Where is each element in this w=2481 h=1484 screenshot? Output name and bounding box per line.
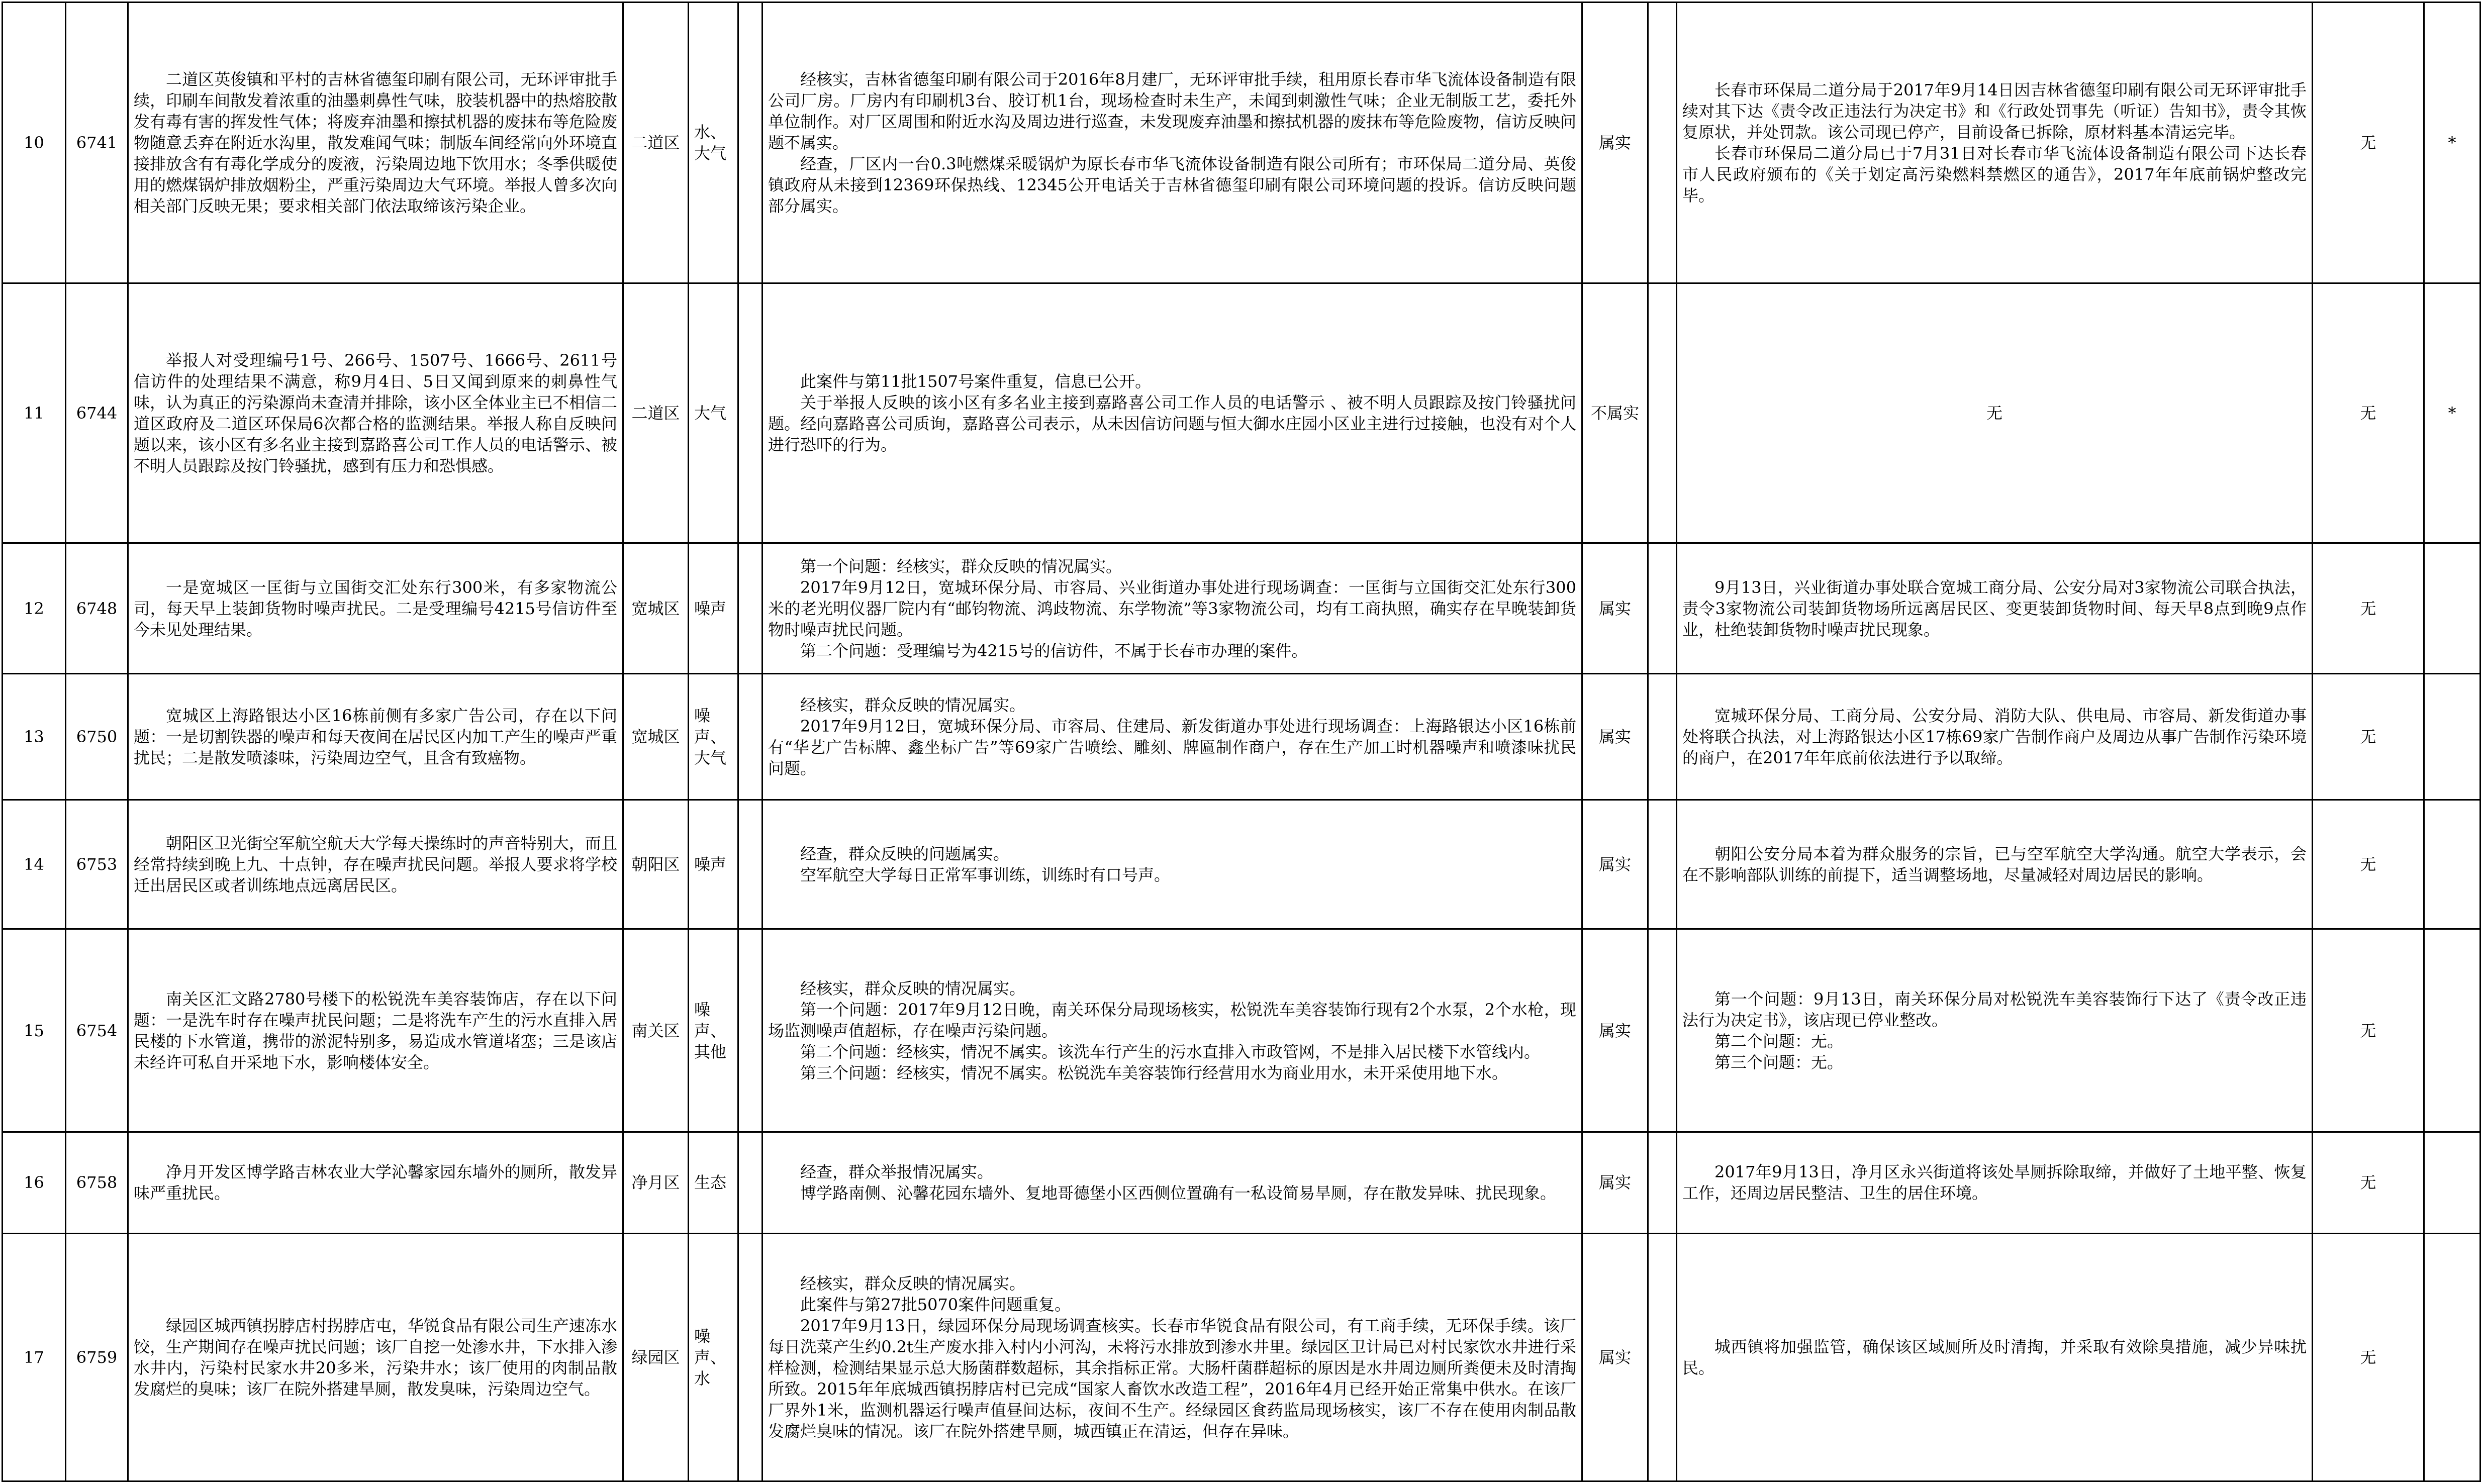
spacer-cell <box>1648 929 1677 1132</box>
row-seq: 10 <box>3 3 66 283</box>
verdict: 属实 <box>1582 1132 1648 1234</box>
case-id: 6741 <box>66 3 128 283</box>
action-text <box>1677 1233 2313 1481</box>
action-text-paragraph: 第一个问题：9月13日，南关环保分局对松锐洗车美容装饰行下达了《责令改正违法行为决定书》，该店现已停业整改。 <box>1682 989 2307 1030</box>
spacer-cell <box>1648 543 1677 674</box>
spacer-cell <box>1648 3 1677 283</box>
district: 净月区 <box>623 1132 689 1234</box>
action-text: 无 <box>1677 283 2313 543</box>
spacer-cell <box>1648 283 1677 543</box>
findings-text-paragraph: 经核实，吉林省德玺印刷有限公司于2016年8月建厂，无环评审批手续，租用原长春市华飞流体设备制造有限公司厂房。厂房内有印刷机3台、胶订机1台，现场检查时未生产，未闻到刺激性气味；企业无制版工艺，委托外单位制作。对厂区周围和附近水沟及周边进行巡查，未发现废弃油墨和擦拭机器的废抹布等危险废物，信访反映问题不属实。 <box>768 69 1576 152</box>
verdict: 属实 <box>1582 800 1648 929</box>
table-row <box>3 3 2480 283</box>
action-text-paragraph: 2017年9月13日，净月区永兴街道将该处旱厕拆除取缔，并做好了土地平整、恢复工作，还周边居民整洁、卫生的居住环境。 <box>1682 1162 2307 1203</box>
verdict: 不属实 <box>1582 283 1648 543</box>
findings-text-paragraph: 此案件与第11批1507号案件重复，信息已公开。 <box>800 371 1152 391</box>
complaint-text <box>128 929 623 1132</box>
row-seq: 15 <box>3 929 66 1132</box>
pollution-type: 噪声 <box>689 800 738 929</box>
action-text <box>1677 800 2313 929</box>
spacer-cell <box>738 1132 762 1234</box>
complaint-text-paragraph: 举报人对受理编号1号、266号、1507号、1666号、2611号信访件的处理结果不满意，称9月4日、5日又闻到原来的刺鼻性气味，认为真正的污染源尚未查清并排除，该小区全体业主已不相信二道区政府及二道区环保局6次都合格的监测结果。举报人称自反映问题以来，该小区有多名业主接到嘉路喜公司工作人员的电话警示、被不明人员跟踪及按门铃骚扰，感到有压力和恐惧感。 <box>134 350 617 475</box>
spacer-cell <box>738 3 762 283</box>
case-id: 6758 <box>66 1132 128 1234</box>
case-id: 6759 <box>66 1233 128 1481</box>
complaint-text <box>128 1132 623 1234</box>
action-text-paragraph: 第三个问题：无。 <box>1714 1052 1844 1072</box>
findings-text-paragraph: 关于举报人反映的该小区有多名业主接到嘉路喜公司工作人员的电话警示 、被不明人员跟踪及按门铃骚扰问题。经向嘉路喜公司质询，嘉路喜公司表示，从未因信访问题与恒大御水庄园小区业主进行过接触，也没有对个人进行恐吓的行为。 <box>768 392 1576 454</box>
findings-text <box>762 1132 1582 1234</box>
spacer-cell <box>738 283 762 543</box>
accountability: 无 <box>2313 3 2424 283</box>
case-id: 6744 <box>66 283 128 543</box>
action-text-paragraph: 长春市环保局二道分局于2017年9月14日因吉林省德玺印刷有限公司无环评审批手续对其下达《责令改正违法行为决定书》和《行政处罚事先（听证）告知书》，责令其恢复原状，并处罚款。该公司现已停产，目前设备已拆除，原材料基本清运完毕。 <box>1682 80 2307 142</box>
findings-text-paragraph: 第一个问题：2017年9月12日晚，南关环保分局现场核实，松锐洗车美容装饰行现有2个水泵，2个水枪，现场监测噪声值超标，存在噪声污染问题。 <box>768 1000 1576 1040</box>
verdict: 属实 <box>1582 3 1648 283</box>
findings-text-paragraph: 第一个问题：经核实，群众反映的情况属实。 <box>800 556 1122 576</box>
accountability: 无 <box>2313 674 2424 800</box>
pollution-type: 噪声 <box>689 543 738 674</box>
findings-text <box>762 800 1582 929</box>
spacer-cell <box>1648 800 1677 929</box>
findings-text <box>762 929 1582 1132</box>
findings-text-paragraph: 第二个问题：经核实，情况不属实。该洗车行产生的污水直排入市政管网，不是排入居民楼下水管线内。 <box>800 1042 1541 1061</box>
action-text-paragraph: 9月13日，兴业街道办事处联合宽城工商分局、公安分局对3家物流公司联合执法，责令3家物流公司装卸货物场所远离居民区、变更装卸货物时间、每天早8点到晚9点作业，杜绝装卸货物时噪声扰民现象。 <box>1682 577 2307 639</box>
action-text-paragraph: 长春市环保局二道分局已于7月31日对长春市华飞流体设备制造有限公司下达长春市人民政府颁布的《关于划定高污染燃料禁燃区的通告》，2017年年底前锅炉整改完毕。 <box>1682 143 2307 205</box>
findings-text <box>762 674 1582 800</box>
row-seq: 14 <box>3 800 66 929</box>
spacer-cell <box>738 1233 762 1481</box>
spacer-cell <box>1648 1233 1677 1481</box>
row-seq: 11 <box>3 283 66 543</box>
row-seq: 12 <box>3 543 66 674</box>
action-text-paragraph: 城西镇将加强监管，确保该区域厕所及时清掏，并采取有效除臭措施，减少异味扰民。 <box>1682 1337 2307 1377</box>
mark: * <box>2424 283 2480 543</box>
complaint-text <box>128 3 623 283</box>
action-text <box>1677 1132 2313 1234</box>
case-id: 6754 <box>66 929 128 1132</box>
verdict: 属实 <box>1582 1233 1648 1481</box>
spacer-cell <box>1648 674 1677 800</box>
table-row <box>3 543 2480 674</box>
verdict: 属实 <box>1582 543 1648 674</box>
case-id: 6748 <box>66 543 128 674</box>
findings-text-paragraph: 经核实，群众反映的情况属实。 <box>800 978 1026 998</box>
action-text <box>1677 543 2313 674</box>
action-text <box>1677 3 2313 283</box>
complaint-text <box>128 543 623 674</box>
findings-text-paragraph: 经核实，群众反映的情况属实。 <box>800 696 1026 715</box>
spacer-cell <box>738 674 762 800</box>
action-text-paragraph: 第二个问题：无。 <box>1714 1031 1844 1051</box>
findings-text-paragraph: 2017年9月12日，宽城环保分局、市容局、兴业街道办事处进行现场调查：一匡街与立国街交汇处东行300米的老光明仪器厂院内有“邮钧物流、鸿歧物流、东学物流”等3家物流公司，均有工商执照，确实存在早晚装卸货物时噪声扰民问题。 <box>768 577 1576 639</box>
case-id: 6753 <box>66 800 128 929</box>
findings-text-paragraph: 此案件与第27批5070案件问题重复。 <box>800 1295 1071 1314</box>
complaint-text-paragraph: 绿园区城西镇拐脖店村拐脖店屯，华锐食品有限公司生产速冻水饺，生产期间存在噪声扰民问题；该厂自挖一处渗水井，下水排入渗水井内，污染村民家水井20多米，污染井水；该厂使用的肉制品散发腐烂的臭味；该厂在院外搭建旱厕，散发臭味，污染周边空气。 <box>134 1316 617 1399</box>
complaint-text <box>128 1233 623 1481</box>
mark <box>2424 800 2480 929</box>
findings-text <box>762 543 1582 674</box>
verdict: 属实 <box>1582 929 1648 1132</box>
findings-text-paragraph: 第二个问题：受理编号为4215号的信访件，不属于长春市办理的案件。 <box>800 641 1308 660</box>
table-row <box>3 800 2480 929</box>
mark <box>2424 1132 2480 1234</box>
complaint-text <box>128 283 623 543</box>
action-text-paragraph: 朝阳公安分局本着为群众服务的宗旨，已与空军航空大学沟通。航空大学表示，会在不影响部队训练的前提下，适当调整场地，尽量减轻对周边居民的影响。 <box>1682 844 2307 885</box>
complaint-text-paragraph: 朝阳区卫光街空军航空航天大学每天操练时的声音特别大，而且经常持续到晚上九、十点钟，存在噪声扰民问题。举报人要求将学校迁出居民区或者训练地点远离居民区。 <box>134 834 617 896</box>
spacer-cell <box>1648 1132 1677 1234</box>
mark <box>2424 543 2480 674</box>
pollution-type: 噪声、水 <box>689 1233 738 1481</box>
district: 二道区 <box>623 283 689 543</box>
table-row <box>3 929 2480 1132</box>
pollution-type: 噪声、大气 <box>689 674 738 800</box>
findings-text-paragraph: 2017年9月12日，宽城环保分局、市容局、住建局、新发街道办事处进行现场调查：上海路银达小区16栋前有“华艺广告标牌、鑫坐标广告”等69家广告喷绘、雕刻、牌匾制作商户，存在生产加工时机器噪声和喷漆味扰民问题。 <box>768 717 1576 778</box>
table-row <box>3 283 2480 543</box>
findings-text <box>762 283 1582 543</box>
district: 朝阳区 <box>623 800 689 929</box>
pollution-type: 水、大气 <box>689 3 738 283</box>
findings-text-paragraph: 经查，厂区内一台0.3吨燃煤采暖锅炉为原长春市华飞流体设备制造有限公司所有；市环保局二道分局、英俊镇政府从未接到12369环保热线、12345公开电话关于吉林省德玺印刷有限公司环境问题的投诉。信访反映问题部分属实。 <box>768 154 1576 216</box>
mark <box>2424 929 2480 1132</box>
mark: * <box>2424 3 2480 283</box>
spacer-cell <box>738 800 762 929</box>
district: 南关区 <box>623 929 689 1132</box>
action-text <box>1677 674 2313 800</box>
district: 宽城区 <box>623 674 689 800</box>
table-row <box>3 1132 2480 1234</box>
accountability: 无 <box>2313 929 2424 1132</box>
complaint-text-paragraph: 宽城区上海路银达小区16栋前侧有多家广告公司，存在以下问题：一是切割铁器的噪声和每天夜间在居民区内加工产生的噪声严重扰民；二是散发喷漆味，污染周边空气，且含有致癌物。 <box>134 706 617 768</box>
accountability: 无 <box>2313 1233 2424 1481</box>
findings-text <box>762 1233 1582 1481</box>
table-row <box>3 674 2480 800</box>
table-row <box>3 1233 2480 1481</box>
verdict: 属实 <box>1582 674 1648 800</box>
district: 绿园区 <box>623 1233 689 1481</box>
accountability: 无 <box>2313 800 2424 929</box>
complaint-text-paragraph: 二道区英俊镇和平村的吉林省德玺印刷有限公司，无环评审批手续，印刷车间散发着浓重的油墨刺鼻性气味，胶装机器中的热熔胶散发有毒有害的挥发性气体；将废弃油墨和擦拭机器的废抹布等危险废物随意丢弃在附近水沟里，散发难闻气味；制版车间经常向外环境直接排放含有有毒化学成分的废液，污染周边地下饮用水；冬季供暖使用的燃煤锅炉排放烟粉尘，严重污染周边大气环境。举报人曾多次向相关部门反映无果；要求相关部门依法取缔该污染企业。 <box>134 69 617 216</box>
mark <box>2424 674 2480 800</box>
action-text <box>1677 929 2313 1132</box>
case-id: 6750 <box>66 674 128 800</box>
findings-text-paragraph: 经查，群众反映的问题属实。 <box>800 844 1010 864</box>
district: 宽城区 <box>623 543 689 674</box>
district: 二道区 <box>623 3 689 283</box>
findings-text-paragraph: 博学路南侧、沁馨花园东墙外、复地哥德堡小区西侧位置确有一私设简易旱厕，存在散发异味、扰民现象。 <box>800 1183 1557 1203</box>
complaint-text-paragraph: 一是宽城区一匡街与立国街交汇处东行300米，有多家物流公司，每天早上装卸货物时噪声扰民。二是受理编号4215号信访件至今未见处理结果。 <box>134 577 617 639</box>
spacer-cell <box>738 929 762 1132</box>
findings-text-paragraph: 第三个问题：经核实，情况不属实。松锐洗车美容装饰行经营用水为商业用水，未开采使用地下水。 <box>800 1063 1508 1082</box>
accountability: 无 <box>2313 283 2424 543</box>
complaint-text <box>128 800 623 929</box>
petition-table <box>2 2 2481 1482</box>
findings-text-paragraph: 经查，群众举报情况属实。 <box>800 1162 994 1182</box>
complaint-text-paragraph: 南关区汇文路2780号楼下的松锐洗车美容装饰店，存在以下问题：一是洗车时存在噪声扰民问题；二是将洗车产生的污水直排入居民楼的下水管道，携带的淤泥特别多，易造成水管道堵塞；三是该店未经许可私自开采地下水，影响楼体安全。 <box>134 989 617 1072</box>
row-seq: 13 <box>3 674 66 800</box>
complaint-text <box>128 674 623 800</box>
pollution-type: 噪声、其他 <box>689 929 738 1132</box>
findings-text-paragraph: 2017年9月13日，绿园环保分局现场调查核实。长春市华锐食品有限公司，有工商手续，无环保手续。该厂每日洗菜产生约0.2t生产废水排入村内小河沟，未将污水排放到渗水井里。绿园区卫计局已对村民家饮水井进行采样检测，检测结果显示总大肠菌群数超标，其余指标正常。大肠杆菌群超标的原因是水井周边厕所粪便未及时清掏所致。2015年年底城西镇拐脖店村已完成“国家人畜饮水改造工程”，2016年4月已经开始正常集中供水。在该厂厂界外1米，监测机器运行噪声值昼间达标，夜间不生产。经绿园区食药监局现场核实，该厂不存在使用肉制品散发腐烂臭味的情况。该厂在院外搭建旱厕，城西镇正在清运，但存在异味。 <box>768 1316 1576 1441</box>
action-text-paragraph: 宽城环保分局、工商分局、公安分局、消防大队、供电局、市容局、新发街道办事处将联合执法，对上海路银达小区17栋69家广告制作商户及周边从事广告制作污染环境的商户，在2017年年底前依法进行予以取缔。 <box>1682 706 2307 768</box>
row-seq: 16 <box>3 1132 66 1234</box>
pollution-type: 生态 <box>689 1132 738 1234</box>
mark <box>2424 1233 2480 1481</box>
pollution-type: 大气 <box>689 283 738 543</box>
findings-text-paragraph: 空军航空大学每日正常军事训练，训练时有口号声。 <box>800 865 1171 885</box>
findings-text-paragraph: 经核实，群众反映的情况属实。 <box>800 1273 1026 1293</box>
accountability: 无 <box>2313 543 2424 674</box>
complaint-text-paragraph: 净月开发区博学路吉林农业大学沁馨家园东墙外的厕所，散发异味严重扰民。 <box>134 1162 617 1203</box>
findings-text <box>762 3 1582 283</box>
accountability: 无 <box>2313 1132 2424 1234</box>
spacer-cell <box>738 543 762 674</box>
row-seq: 17 <box>3 1233 66 1481</box>
